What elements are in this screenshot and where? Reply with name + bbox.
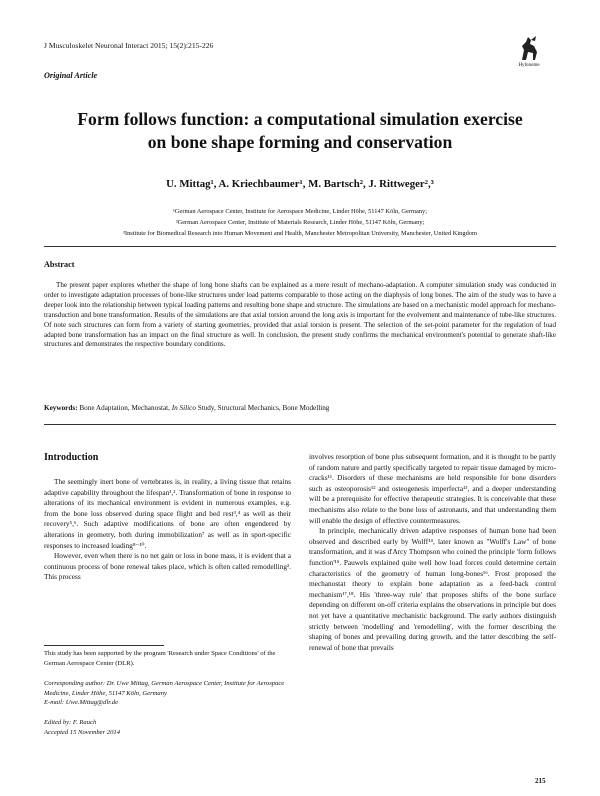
logo-label: Hylonome (518, 63, 540, 68)
author-list: U. Mittag¹, A. Kriechbaumer¹, M. Bartsch², J. Rittweger²,³ (166, 178, 434, 190)
rule-top (44, 246, 556, 247)
footnote-rule (44, 645, 164, 646)
affiliation-3: ³Institute for Biomedical Research into Human Movement and Health, Manchester Metropolitan University, Manchester, United Kingdom (123, 230, 477, 237)
paper-title (20, 108, 580, 154)
affiliation-1: ¹German Aerospace Center, Institute for Aerospace Medicine, Linder Höhe, 51147 Köln, Germany; (173, 208, 427, 215)
rule-bottom (44, 424, 556, 425)
intro-paragraph-3: involves resorption of bone plus subsequent formation, and it is thought to be partly of random nature and partly specifically targeted to repair tissue damaged by micro-cracks¹¹. Disorders of these mechanisms are held responsible for bone disorders such as osteoporosis¹² and osteogenesis imperfecta¹³, and a deeper understanding will be a prerequisite for effective therapeutic strategies. It is conceivable that these mechanisms also relate to the bone loss of astronauts, and that understanding them will enable the design of effective countermeasures. (309, 452, 556, 525)
keywords-italic: In Silico (171, 404, 196, 412)
keywords-label: Keywords: (44, 404, 78, 412)
centaur-logo-icon (518, 34, 540, 62)
keywords (44, 404, 556, 412)
accepted-date: Accepted 15 November 2014 (44, 728, 120, 736)
keywords-text-a: Bone Adaptation, Mechanostat, (77, 404, 172, 412)
abstract-text: The present paper explores whether the shape of long bone shafts can be explained as a mere result of mechano-adaptation. A computer simulation study was conducted in order to investigate adaptation processes of bone-like structures under load patterns comparable to those acting on the diaphysis of long bones. The aim of the study was to have a deeper look into the relationship between typical loading patterns and resulting bone shape and structure. The simulations are based on a mechanistic model approach for mechano-transduction and bone transformation. Results of the simulations are that axial torsion around the long axis is important for the evolvement and maintenance of tube-like structures. Of note such structures can form from a variety of starting geometries, provided that axial torsion is present. The selection of the set-point parameter for the regulation of load adapted bone transformation has an impact on the final structure as well. In conclusion, the present study confirms the mechanical environment's potential to generate shaft-like structures and demonstrates the respective boundary conditions. (44, 281, 556, 349)
intro-paragraph-2: However, even when there is no net gain or loss in bone mass, it is evident that a continuous process of bone renewal takes place, which is often called remodelling². This process (44, 551, 291, 582)
intro-paragraph-4: In principle, mechanically driven adaptive responses of human bone had been observed and described early by Wolff¹⁴, later known as "Wolff's Law" of bone transformation, and it was d'Arcy Thompson who coined the principle 'form follows function'¹⁵. Pauwels explained quite well how load forces could determine certain characteristics of the geometry of human long-bones¹⁶. Frost proposed the mechanostat theory to explain bone adaptation as a feed-back control mechanism¹⁷,¹⁸. His 'three-way rule' that proposes shifts of the bone surface depending on different on-off criteria explains the observations in principle but does not yet have a quantitative mechanistic background. The early authors distinguish strictly between 'modelling' and 'remodelling', with the former describing the shaping of bones and prevailing during growth, and the latter describing the self-renewal of bone that prevails (309, 526, 556, 652)
journal-citation: J Musculoskelet Neuronal Interact 2015; 15(2):215-226 (44, 41, 214, 50)
footnote-support: This study has been supported by the program 'Research under Space Conditions' of the German Aerospace Center (DLR). (44, 650, 276, 667)
corresponding-author: Corresponding author: Dr. Uwe Mittag, German Aerospace Center, Institute for Aerospace Medicine, Linder Höhe, 51147 Köln, Germany (44, 680, 285, 697)
page-number: 215 (535, 777, 546, 785)
right-column (309, 452, 556, 653)
left-column (44, 477, 291, 583)
abstract-heading: Abstract (44, 260, 75, 269)
corresponding-email: E-mail: Uwe.Mittag@dlr.de (44, 699, 119, 707)
title-line-1: Form follows function: a computational simulation exercise (77, 109, 523, 129)
affiliation-2: ²German Aerospace Center, Institute of Materials Research, Linder Höhe, 51147 Köln, Germany; (175, 219, 425, 226)
publisher-logo (509, 34, 549, 68)
footnote-corresponding (44, 679, 291, 708)
introduction-heading: Introduction (44, 452, 99, 463)
article-type: Original Article (44, 71, 98, 80)
edited-by: Edited by: F. Rauch (44, 719, 97, 726)
affiliations (20, 206, 580, 239)
title-line-2: on bone shape forming and conservation (147, 132, 453, 152)
keywords-text-b: Study, Structural Mechanics, Bone Modelling (195, 404, 330, 412)
intro-paragraph-1: The seemingly inert bone of vertebrates is, in reality, a living tissue that retains adaptive capability throughout the lifespan¹,². Transformation of bone in response to alterations of its mechanical environment is evident in numerous examples, e.g. from the bone loss observed during space flight and bed rest³,⁴ as well as their recovery⁵,⁶. Such adaptive modifications of bone are often engendered by alterations in geometry, both during immobilization⁷ as well as in sport-specific responses to increased loading⁸⁻¹⁰. (44, 477, 291, 550)
footnote-editorial (44, 718, 291, 737)
